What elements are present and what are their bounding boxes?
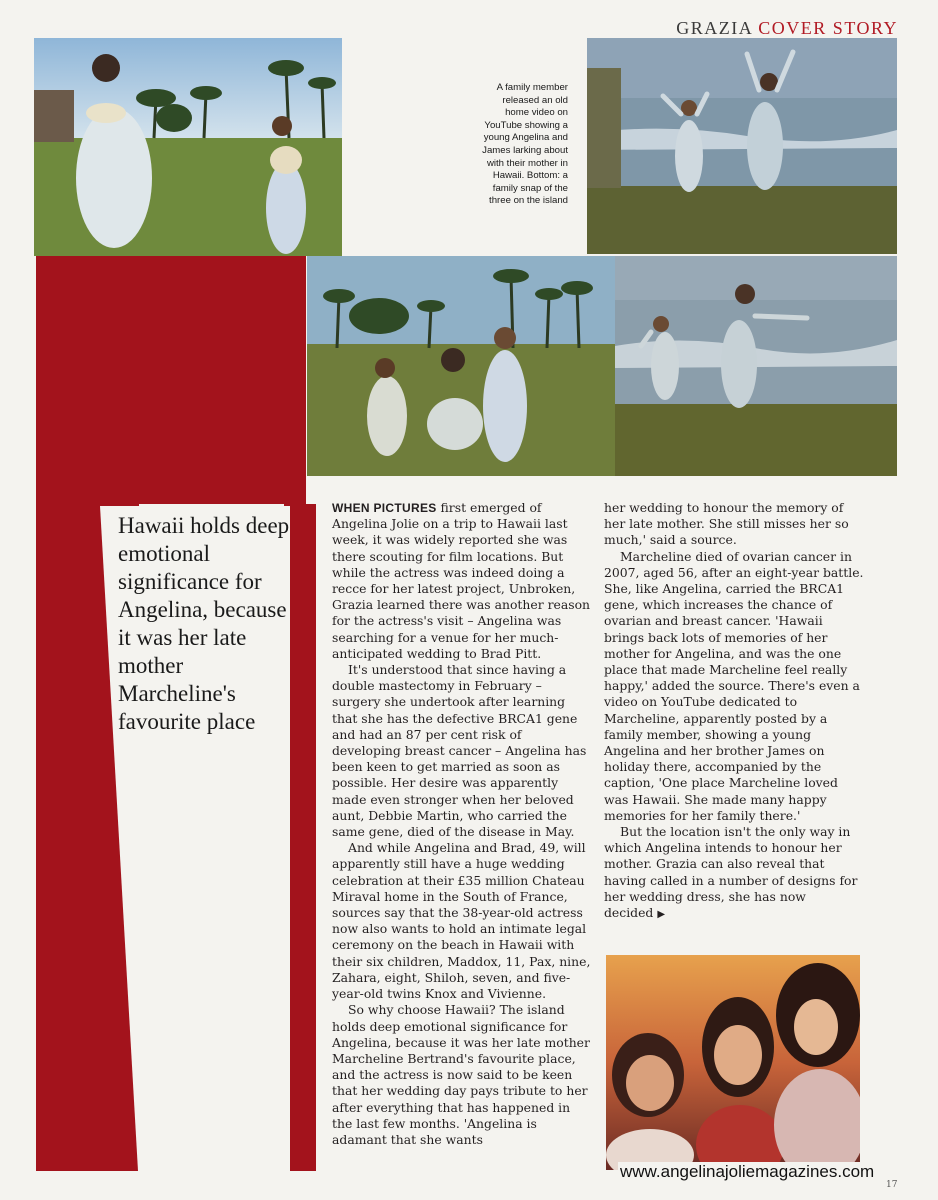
page-number: 17 bbox=[886, 1180, 898, 1190]
article-paragraph: Marcheline died of ovarian cancer in 2007, aged 56, after an eight-year battle. She, like Angelina, carried the BRCA1 gene, which increases the chance of ovarian and breast cancer. 'Hawaii brings back lots of memories of her mother for Angelina, and was the one place that made Marcheline feel really happy,' added the source. There's even a video on YouTube dedicated to Marcheline, apparently posted by a family member, showing a young Angelina and her brother James on holiday there, accompanied by the caption, 'One place Marcheline loved was Hawaii. She made many happy memories for her family there.' bbox=[604, 548, 864, 823]
photo-beach-arms-raised bbox=[587, 38, 897, 254]
article-paragraph: her wedding to honour the memory of her late mother. She still misses her so much,' said a source. bbox=[604, 500, 849, 548]
section-label: COVER STORY bbox=[758, 18, 898, 38]
article-paragraph: And while Angelina and Brad, 49, will apparently still have a huge wedding celebration at their £35 million Chateau Miraval home in the South of France, sources say that the 38-year-old actress now also wants to hold an intimate legal ceremony on the beach in Hawaii with their six children, Maddox, 11, Pax, nine, Zahara, eight, Shiloh, seven, and five-year-old twins Knox and Vivienne. bbox=[332, 840, 591, 1002]
article-paragraph: It's understood that since having a double mastectomy in February – surgery she undertook after learning that she has the defective BRCA1 gene and had an 87 per cent risk of developing breast cancer – Angelina has been keen to get married as soon as possible. Her desire was apparently made even stronger when her beloved aunt, Debbie Martin, who carried the same gene, died of the disease in May. bbox=[332, 662, 587, 840]
article-column-1 bbox=[332, 500, 594, 1148]
photo-lawn-mother-daughter bbox=[34, 38, 342, 256]
article-lead-in: WHEN PICTURES bbox=[332, 501, 437, 515]
article-paragraph bbox=[604, 824, 866, 923]
article-column-2 bbox=[604, 500, 866, 923]
photo-caption: A family member released an old home video on YouTube showing a young Angelina and James larking about with their mother in Hawaii. Bottom: a family snap of the three on the island bbox=[482, 82, 568, 207]
photo-lawn-three-children bbox=[307, 256, 615, 476]
article-paragraph-text: But the location isn't the only way in which Angelina intends to honour her mother. Grazia can also reveal that having called in a number of designs for her wedding dress, she has now decided bbox=[604, 824, 858, 921]
photo-beach-running bbox=[615, 256, 897, 476]
photo-family-sunset bbox=[606, 955, 860, 1170]
article-paragraph bbox=[332, 500, 594, 662]
site-watermark: www.angelinajoliemagazines.com bbox=[620, 1162, 875, 1181]
continue-arrow-icon: ▶ bbox=[657, 909, 666, 921]
magazine-brand: GRAZIA bbox=[676, 18, 753, 38]
pullquote: Hawaii holds deep emotional significance for Angelina, because it was her late mother Marcheline's favourite place bbox=[118, 513, 290, 734]
article-paragraph: So why choose Hawaii? The island holds deep emotional significance for Angelina, because it was her late mother Marcheline Bertrand's favourite place, and the actress is now said to be keen that her wedding day pays tribute to her after everything that has happened in the last few months. 'Angelina is adamant that she wants bbox=[332, 1002, 590, 1147]
page-header bbox=[676, 18, 898, 39]
article-paragraph-text: first emerged of Angelina Jolie on a trip to Hawaii last week, it was widely reported she was there scouting for film locations. But while the actress was indeed doing a recce for her latest project, Unbroken, Grazia learned there was another reason for the actress's visit – Angelina was searching for a venue for her much-anticipated wedding to Brad Pitt. bbox=[332, 500, 591, 661]
